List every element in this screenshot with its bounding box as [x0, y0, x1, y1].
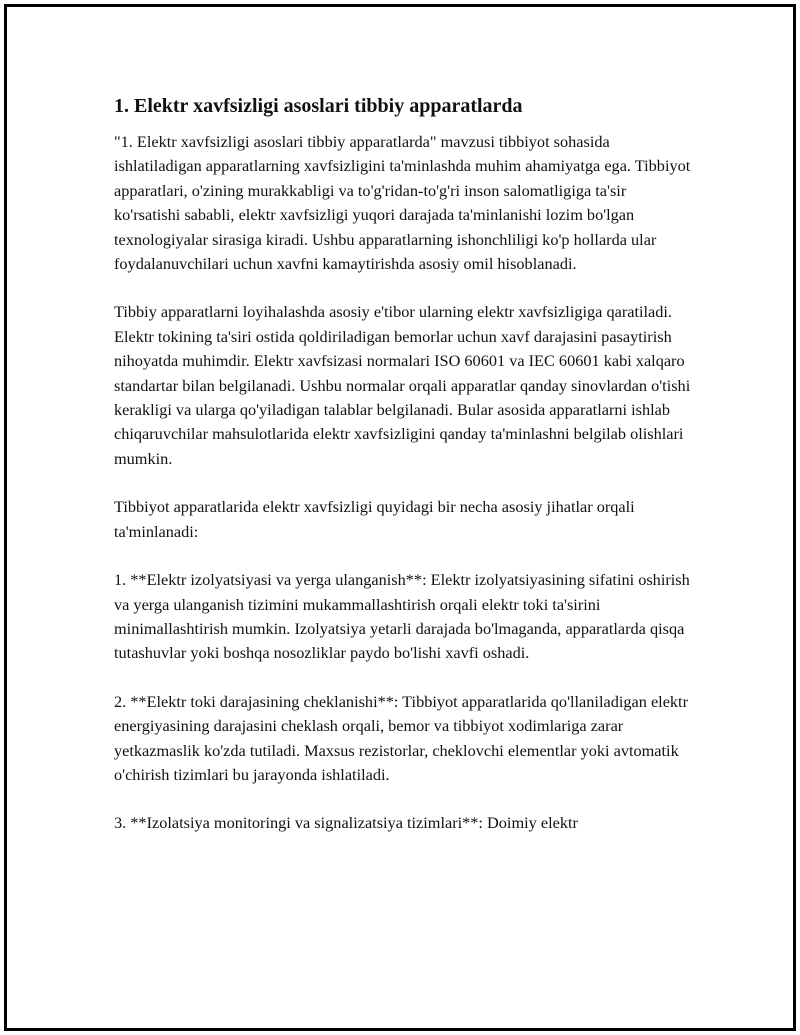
paragraph-item-1: 1. **Elektr izolyatsiyasi va yerga ulanganish**: Elektr izolyatsiyasining sifatini oshirish va yerga ulanganish tizimini mukammallashtirish orqali elektr toki ta'sirini minimallashtirish mumkin. Izolyatsiya yetarli darajada bo'lmaganda, apparatlarda qisqa tutashuvlar yoki boshqa nosozliklar paydo bo'lishi xavfi oshadi. [114, 570, 690, 663]
document-body [114, 92, 694, 860]
paragraph-item-3: 3. **Izolatsiya monitoringi va signalizatsiya tizimlari**: Doimiy elektr [114, 813, 578, 833]
paragraph-aspects-intro: Tibbiyot apparatlarida elektr xavfsizligi quyidagi bir necha asosiy jihatlar orqali ta'minlanadi: [114, 497, 635, 541]
document-title: 1. Elektr xavfsizligi asoslari tibbiy apparatlarda [114, 95, 523, 117]
paragraph-intro: "1. Elektr xavfsizligi asoslari tibbiy apparatlarda" mavzusi tibbiyot sohasida ishlatiladigan apparatlarning xavfsizligini ta'minlashda muhim ahamiyatga ega. Tibbiyot apparatlari, o'zining murakkabligi va to'g'ridan-to'g'ri inson salomatligiga ta'sir ko'rsatishi sababli, elektr xavfsizligi yuqori darajada ta'minlanishi lozim bo'lgan texnologiyalar sirasiga kiradi. Ushbu apparatlarning ishonchliligi ko'p hollarda ular foydalanuvchilari uchun xavfni kamaytirishda asosiy omil hisoblanadi. [114, 132, 691, 274]
paragraph-design: Tibbiy apparatlarni loyihalashda asosiy e'tibor ularning elektr xavfsizligiga qaratiladi. Elektr tokining ta'siri ostida qoldiriladigan bemorlar uchun xavf darajasini pasaytirish nihoyatda muhimdir. Elektr xavfsizasi normalari ISO 60601 va IEC 60601 kabi xalqaro standartar bilan belgilanadi. Ushbu normalar orqali apparatlar qanday sinovlardan o'tishi kerakligi va ularga qo'yiladigan talablar belgilanadi. Bular asosida apparatlarni ishlab chiqaruvchilar mahsulotlarida elektr xavfsizligini qanday ta'minlashni belgilab olishlari mumkin. [114, 302, 691, 468]
paragraph-item-2: 2. **Elektr toki darajasining cheklanishi**: Tibbiyot apparatlarida qo'llaniladigan elektr energiyasining darajasini cheklash orqali, bemor va tibbiyot xodimlariga zarar yetkazmaslik ko'zda tutiladi. Maxsus rezistorlar, cheklovchi elementlar yoki avtomatik o'chirish tizimlari bu jarayonda ishlatiladi. [114, 691, 689, 784]
